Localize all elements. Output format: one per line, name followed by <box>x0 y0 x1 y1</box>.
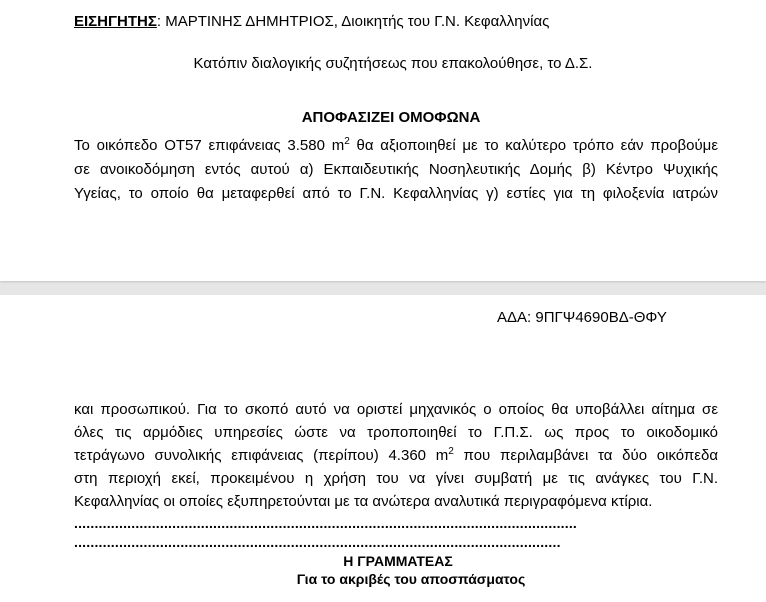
secretary-title: Η ΓΡΑΜΜΑΤΕΑΣ <box>343 553 453 569</box>
certified-copy-line: Για το ακριβές του αποσπάσματος <box>296 571 526 587</box>
superscript-2: 2 <box>448 446 454 457</box>
paragraph-line: και προσωπικού. Για το σκοπό αυτό να οριστεί μηχανικός ο οποίος θα υποβάλλει αίτημα σε <box>74 401 718 418</box>
dotted-separator: ....................................................................................................................... <box>74 534 561 550</box>
rapporteur-label: ΕΙΣΗΓΗΤΗΣ <box>74 13 157 30</box>
text-segment: Το οικόπεδο ΟΤ57 επιφάνειας 3.580 m <box>74 137 345 154</box>
paragraph-line: Κεφαλληνίας οι οποίες εξυπηρετούνται με τα ανώτερα αναλυτικά περιγραφόμενα κτίρια. <box>74 493 653 510</box>
paragraph-line: όλες τις αρμόδιες υπηρεσίες ώστε να τροποποιηθεί το Γ.Π.Σ. ως προς το οικοδομικό <box>74 424 718 441</box>
superscript-2: 2 <box>344 136 350 147</box>
paragraph-line: σε ανοικοδόμηση εντός αυτού α) Εκπαιδευτικής Νοσηλευτικής Δομής β) Κέντρο Ψυχικής <box>74 161 718 178</box>
rapporteur-line <box>74 13 549 31</box>
dotted-separator: ........................................................................................................................... <box>74 515 578 531</box>
paragraph-line <box>74 447 718 465</box>
ada-code: ΑΔΑ: 9ΠΓΨ4690ΒΔ-ΘΦΥ <box>497 309 667 326</box>
document-page-bottom <box>0 295 766 602</box>
document-page-top <box>0 0 766 281</box>
decision-heading: ΑΠΟΦΑΣΙΖΕΙ ΟΜΟΦΩΝΑ <box>301 109 481 126</box>
paragraph-line: στη περιοχή εκεί, προκειμένου η χρήση του να γίνει συμβατή με τις ανάγκες του Γ.Ν. <box>74 470 718 487</box>
discussion-line: Κατόπιν διαλογικής συζητήσεως που επακολούθησε, το Δ.Σ. <box>193 55 593 72</box>
text-segment: τετράγωνο συνολικής επιφάνειας (περίπου) 4.360 m <box>74 447 449 464</box>
text-segment: που περιλαμβάνει τα δύο οικόπεδα <box>453 447 718 464</box>
rapporteur-text: : ΜΑΡΤΙΝΗΣ ΔΗΜΗΤΡΙΟΣ, Διοικητής του Γ.Ν. Κεφαλληνίας <box>156 13 550 30</box>
paragraph-line: Υγείας, το οποίο θα μεταφερθεί από το Γ.Ν. Κεφαλληνίας γ) εστίες για τη φιλοξενία ιατρών <box>74 185 718 202</box>
paragraph-line <box>74 137 718 155</box>
text-segment: θα αξιοποιηθεί με το καλύτερο τρόπο εάν προβούμε <box>349 137 719 154</box>
